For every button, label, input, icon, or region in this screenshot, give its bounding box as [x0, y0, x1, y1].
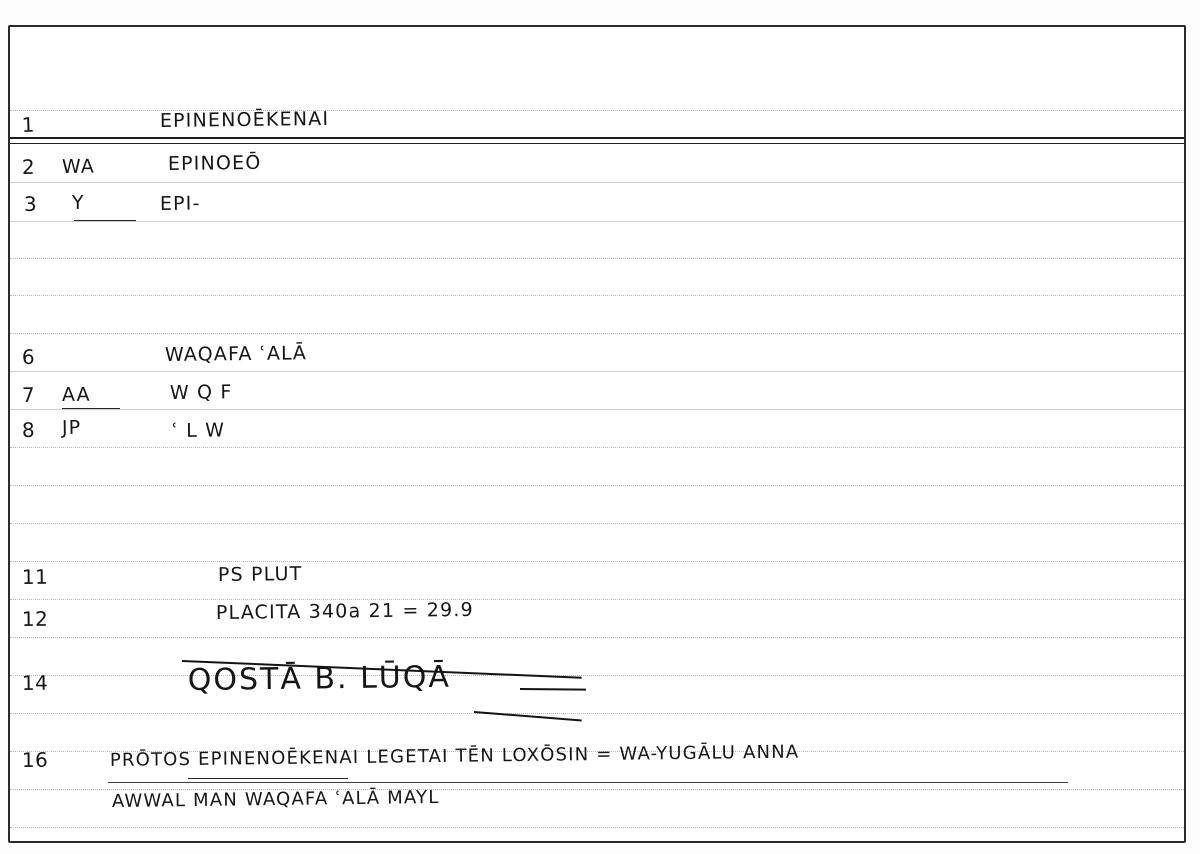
entry-text: PRŌTOS EPINENOĒKENAI LEGETAI TĒN LOXŌSIN = WA-YUGĀLU ANNA — [109, 741, 800, 771]
entry-code: Y — [71, 191, 85, 214]
ruling-line — [10, 675, 1184, 676]
ruling-line — [10, 827, 1184, 828]
ruling-line — [10, 221, 1184, 222]
handwritten-underline — [74, 220, 136, 221]
continuation-text: AWWAL MAN WAQAFA ʿALĀ MAYL — [111, 786, 440, 812]
entry-number: 12 — [21, 606, 49, 631]
entry-text: ʿ L W — [171, 419, 226, 442]
ruling-line — [10, 258, 1184, 259]
entry-number: 3 — [23, 191, 38, 216]
entry-number: 2 — [21, 154, 36, 179]
ruling-line — [10, 295, 1184, 296]
heavy-double-rule — [10, 137, 1184, 144]
entry-text: PLACITA 340a 21 = 29.9 — [215, 598, 474, 624]
entry-code: JP — [61, 416, 82, 439]
entry-text: WAQAFA ʿALĀ — [164, 342, 308, 366]
ruling-line — [10, 182, 1184, 183]
entry-text: EPI- — [159, 192, 201, 215]
ruling-line — [10, 713, 1184, 714]
handwritten-underline — [62, 408, 120, 409]
ruling-line — [10, 333, 1184, 334]
entry-number: 14 — [21, 670, 49, 695]
entry-number: 6 — [21, 344, 36, 369]
entry-code: AA — [61, 383, 91, 406]
handwritten-underline-long — [108, 782, 1068, 783]
entry-code: WA — [61, 155, 96, 178]
entry-number: 11 — [21, 564, 49, 589]
ruling-line — [10, 599, 1184, 600]
entry-number: 8 — [21, 417, 36, 442]
ruling-line — [10, 637, 1184, 638]
ruling-line — [10, 447, 1184, 448]
entry-text: PS PLUT — [217, 562, 303, 586]
entry-text: EPINENOĒKENAI — [159, 107, 330, 132]
ruling-line — [10, 561, 1184, 562]
entry-text: W Q F — [169, 381, 233, 404]
ruling-line — [10, 485, 1184, 486]
entry-heading: QOSTĀ B. LŪQĀ — [187, 659, 452, 698]
ruling-line — [10, 371, 1184, 372]
ruling-line — [10, 523, 1184, 524]
entry-number: 16 — [21, 747, 49, 772]
entry-number: 1 — [21, 112, 36, 137]
ruling-line — [10, 409, 1184, 410]
entry-text: EPINOEŌ — [167, 151, 262, 175]
handwritten-underline — [188, 778, 348, 779]
entry-number: 7 — [21, 382, 36, 407]
